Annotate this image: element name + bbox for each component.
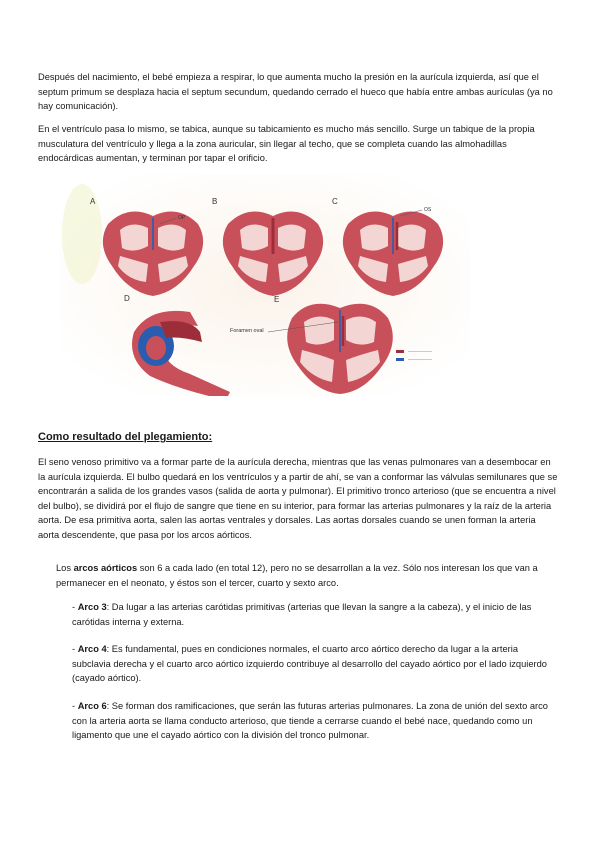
panel-label-a: A — [90, 197, 96, 206]
list-dash: - — [72, 644, 78, 654]
legend-swatch — [396, 350, 404, 353]
paragraph-aortic-arches — [56, 561, 556, 590]
list-term: Arco 6 — [77, 701, 107, 711]
panel-label-e: E — [274, 295, 280, 304]
list-item — [72, 642, 552, 686]
list-dash: - — [72, 602, 78, 612]
annotation-op: OP — [178, 215, 186, 221]
bold-term: arcos aórticos — [73, 563, 138, 573]
paragraph-folding-result: El seno venoso primitivo va a formar parte de la aurícula derecha, mientras que las venas pulmonares van a desembocar en la aurícula izquierda. El bulbo quedará en los ventrículos y a partir de ahí, se van a conformar las válvulas semilunares que se encontrarán a salida de los grandes vasos (salida de aorta y pulmonar). El primitivo tronco arterioso (que se encuentra a nivel del bulbo), se dividirá por el flujo de sangre que tiene en su interior, para formar las arterias pulmonares y la raíz de la arteria aorta. De esa primitiva aorta, salen las aortas ventrales y dorsales. Las aortas dorsales cuando se unen forman la arteria aorta descendente, que pasa por los arcos aórticos. — [38, 457, 558, 540]
text-run: Los — [56, 563, 74, 573]
paragraph-ventricle: En el ventrículo pasa lo mismo, se tabica, aunque su tabicamiento es mucho más sencillo. Surge un tabique de la propia musculatura del ventrículo y llega a la zona auricular, sin llegar al techo, que se completa cuando las almohadillas endocárdicas aumentan, y terminan por tapar el orificio. — [38, 124, 535, 164]
list-dash: - — [72, 701, 78, 711]
figure-smear — [62, 184, 102, 284]
heart-septation-figure — [60, 174, 470, 396]
section-heading: Como resultado del plegamiento: — [38, 431, 213, 443]
list-item — [72, 600, 552, 629]
annotation-foramen-oval: Foramen oval — [230, 328, 264, 334]
list-text: : Se forman dos ramificaciones, que serán las futuras arterias pulmonares. La zona de unión del sexto arco con la arteria aorta se llama conducto arterioso, que tiende a cerrarse cuando el bebé nace, quedando como un ligamento que une el cayado aórtico con la división del tronco pulmonar. — [72, 701, 548, 741]
text-run: son 6 a cada lado (en total 12), pero no se desarrollan a la vez. Sólo nos interesan los que van a permanecer en el neonato, y éstos son el tercer, cuarto y sexto arco. — [56, 563, 538, 588]
list-term: Arco 4 — [77, 644, 107, 654]
list-item — [72, 699, 552, 743]
annotation-os: OS — [424, 207, 432, 213]
panel-label-b: B — [212, 197, 218, 206]
panel-label-c: C — [332, 197, 338, 206]
list-text: : Da lugar a las arterias carótidas primitivas (arterias que llevan la sangre a la cabeza), y el inicio de las carótidas interna y externa. — [72, 602, 532, 627]
list-text: : Es fundamental, pues en condiciones normales, el cuarto arco aórtico derecho da lugar a la arteria subclavia derecha y el cuarto arco aórtico izquierdo contribuye al desarrollo del cayado aórtico por el lado izquierdo (cayado aórtico). — [72, 644, 547, 684]
legend-swatch — [396, 358, 404, 361]
list-term: Arco 3 — [77, 602, 107, 612]
panel-label-d: D — [124, 294, 130, 303]
paragraph-after-birth: Después del nacimiento, el bebé empieza a respirar, lo que aumenta mucho la presión en la aurícula izquierda, así que el septum primum se desplaza hacia el septum secundum, quedando cerrado el hueco que había entre ambas aurículas (ya no hay comunicación). — [38, 72, 553, 112]
